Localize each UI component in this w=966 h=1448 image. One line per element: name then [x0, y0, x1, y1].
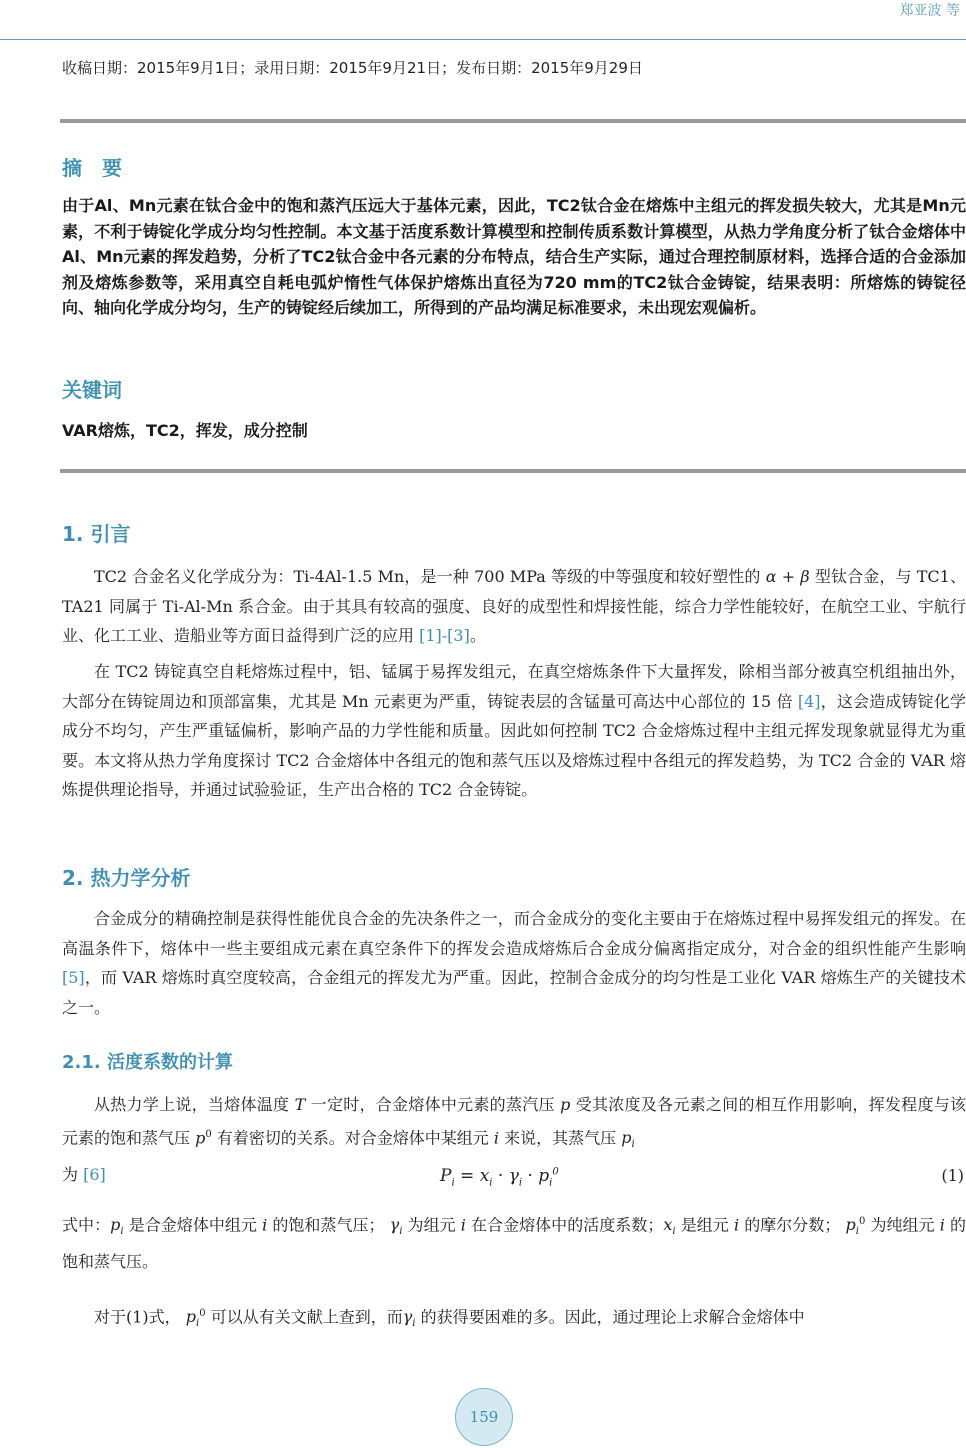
abstract-body: 由于Al、Mn元素在钛合金中的饱和蒸汽压远大于基体元素，因此，TC2钛合金在熔炼中主组元的挥发损失较大，尤其是Mn元素，不利于铸锭化学成分均匀性控制。本文基于活度系数计算模型和控制传质系数计算模型，从热力学角度分析了钛合金熔体中Al、Mn元素的挥发趋势，分析了TC2钛合金中各元素的分布特点，结合生产实际，通过合理控制原材料，选择合适的合金添加剂及熔炼参数等，采用真空自耗电弧炉惰性气体保护熔炼出直径为720 mm的TC2钛合金铸锭，结果表明：所熔炼的铸锭径向、轴向化学成分均匀，生产的铸锭经后续加工，所得到的产品均满足标准要求，未出现宏观偏析。 — [62, 196, 966, 317]
abstract-top-rule — [60, 119, 966, 123]
equation-1-number: (1) — [941, 1166, 964, 1185]
running-header-author: 郑亚波 等 — [899, 3, 960, 19]
publication-dates: 收稿日期：2015年9月1日；录用日期：2015年9月21日；发布日期：2015年9月29日 — [62, 59, 643, 77]
section-2-1-paragraph-3: 对于(1)式， $p_i^0$ 可以从有关文献上查到，而$\gamma_i$ 的获得要困难的多。因此，通过理论上求解合金熔体中 — [94, 1307, 805, 1330]
section-1-heading: 1. 引言 — [62, 522, 131, 546]
citation-5[interactable]: [5] — [62, 968, 85, 987]
keywords-body: VAR熔炼，TC2，挥发，成分控制 — [62, 421, 308, 440]
section-2-1-paragraph-1: 从热力学上说，当熔体温度 T 一定时，合金熔体中元素的蒸汽压 p 受其浓度及各元素之间的相互作用影响，挥发程度与该元素的饱和蒸气压 $p^0$ 有着密切的关系。对合金熔体中某组元 i 来说，其蒸气压 $p_i$ 为 [6] — [62, 1095, 966, 1184]
abstract-bottom-rule — [60, 469, 966, 473]
section-2-paragraph-1: 合金成分的精确控制是获得性能优良合金的先决条件之一，而合金成分的变化主要由于在熔炼过程中易挥发组元的挥发。在高温条件下，熔体中一些主要组成元素在真空条件下的挥发会造成熔炼后合金成分偏离指定成分，对合金的组织性能产生影响 [5]，而 VAR 熔炼时真空度较高，合金组元的挥发尤为严重。因此，控制合金成分的均匀性是工业化 VAR 熔炼生产的关键技术之一。 — [62, 909, 966, 1017]
keywords-title: 关键词 — [62, 378, 122, 402]
citation-1-3[interactable]: [1]-[3] — [419, 626, 470, 645]
header-divider — [0, 39, 966, 40]
citation-4[interactable]: [4] — [797, 691, 821, 711]
section-2-heading: 2. 热力学分析 — [62, 866, 191, 890]
abstract-title: 摘 要 — [62, 156, 122, 180]
section-1-paragraph-2: 在 TC2 铸锭真空自耗熔炼过程中，铝、锰属于易挥发组元，在真空熔炼条件下大量挥发，除相当部分被真空机组抽出外，大部分在铸锭周边和顶部富集，尤其是 Mn 元素更为严重，铸锭表层的含锰量可高达中心部位的 15 倍 [4]，这会造成铸锭化学成分不均匀，产生严重锰偏析，影响产品的力学性能和质量。因此如何控制 TC2 合金熔炼过程中主组元挥发现象就显得尤为重要。本文将从热力学角度探讨 TC2 合金熔体中各组元的饱和蒸气压以及熔炼过程中各组元的挥发趋势，为 TC2 合金的 VAR 熔炼提供理论指导，并通过试验验证，生产出合格的 TC2 合金铸锭。 — [62, 662, 966, 799]
section-1-paragraph-1: TC2 合金名义化学成分为：Ti-4Al-1.5 Mn，是一种 700 MPa 等级的中等强度和较好塑性的 α + β 型钛合金，与 TC1、TA21 同属于 Ti-Al-Mn 系合金。由于其具有较高的强度、良好的成型性和焊接性能，综合力学性能较好，在航空工业、宇航行业、化工工业、造船业等方面日益得到广泛的应用 [1]-[3]。 — [62, 567, 966, 645]
section-2-1-heading: 2.1. 活度系数的计算 — [62, 1052, 233, 1073]
equation-definitions: 式中：$p_i$ 是合金熔体中组元 i 的饱和蒸气压； $\gamma_i$ 为组元 i 在合金熔体中的活度系数；$x_i$ 是组元 i 的摩尔分数； $p_i^0$ 为纯组元 i 的饱和蒸气压。 — [62, 1215, 966, 1272]
citation-6[interactable]: [6] — [83, 1164, 106, 1184]
equation-1: $P_i = x_i \cdot \gamma_i \cdot p_i^0$ — [440, 1166, 559, 1189]
page-number: 159 — [455, 1388, 513, 1446]
